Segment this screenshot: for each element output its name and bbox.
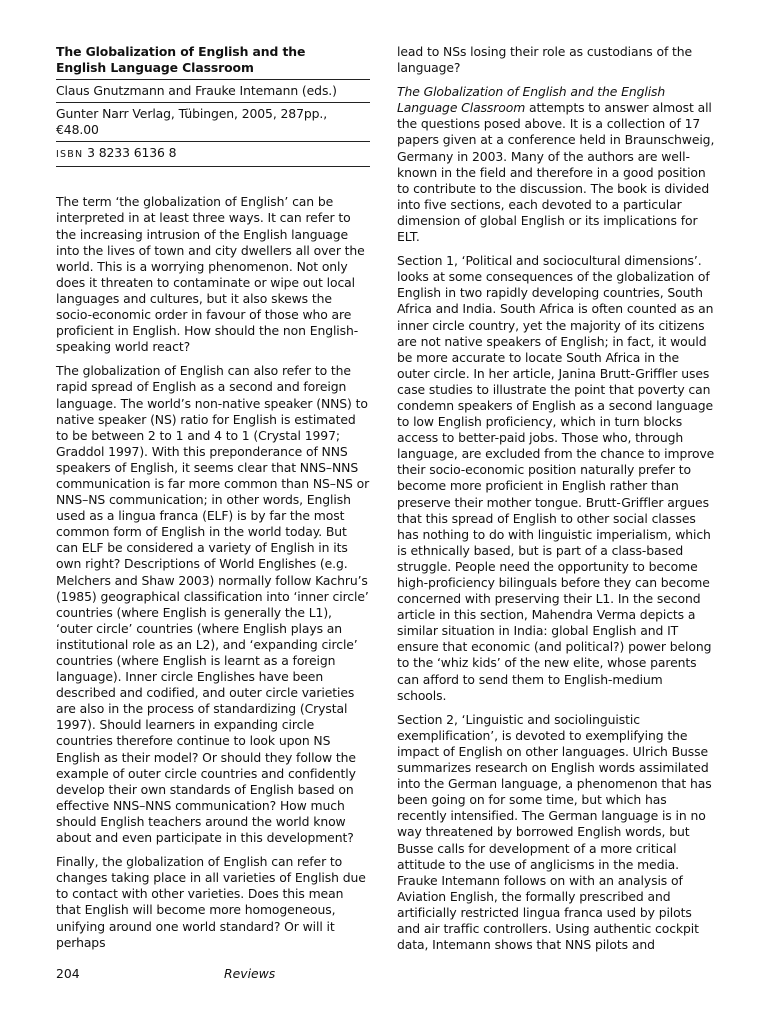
book-authors: Claus Gnutzmann and Frauke Intemann (eds.) [56, 79, 370, 102]
book-title-line-1: The Globalization of English and the [56, 44, 306, 59]
journal-section: Reviews [224, 966, 276, 981]
header-spacer [56, 167, 370, 194]
book-title-italic: The Globalization of English and the English Language Classroom [397, 84, 666, 116]
left-paragraph-3: Finally, the globalization of English can refer to changes taking place in all varieties of English due to contact with other varieties. Does this mean that English will become more homogeneous, unifying around one world standard? Or will it perhaps [56, 854, 366, 950]
isbn-value: 3 8233 6136 8 [87, 145, 177, 161]
left-column [56, 44, 370, 959]
isbn-label: ISBN [56, 149, 84, 161]
book-publisher: Gunter Narr Verlag, Tübingen, 2005, 287pp., €48.00 [56, 102, 370, 141]
right-paragraph-3: Section 2, ‘Linguistic and sociolinguistic exemplification’, is devoted to exemplifying the impact of English on other languages. Ulrich Busse summarizes research on English words assimilated into the German language, a phenomenon that has been going on for some time, but which has recently intensified. The German language is in no way threatened by borrowed English words, but Busse calls for development of a more critical attitude to the use of anglicisms in the media. Frauke Intemann follows on with an analysis of Aviation English, the formally prescribed and artificially restricted lingua franca used by pilots and air traffic controllers. Using authentic cockpit data, Intemann shows that NNS pilots and [397, 711, 712, 953]
left-paragraph-1: The term ‘the globalization of English’ can be interpreted in at least three ways. It can refer to the increasing intrusion of the English language into the lives of town and city dwellers all over the world. This is a worrying phenomenon. Not only does it threaten to contaminate or wipe out local languages and cultures, but it also skews the socio-economic order in favour of those who are proficient in English. How should the non English-speaking world react? [56, 194, 365, 355]
right-paragraph-0: lead to NSs losing their role as custodians of the language? [397, 44, 693, 76]
book-isbn [56, 141, 370, 167]
right-column [397, 44, 715, 961]
left-paragraph-2: The globalization of English can also refer to the rapid spread of English as a second and foreign language. The world’s non-native speaker (NNS) to native speaker (NS) ratio for English is estimated to be between 2 to 1 and 4 to 1 (Crystal 1997; Graddol 1997). With this preponderance of NNS speakers of English, it seems clear that NNS–NNS communication is far more common than NS–NS or NNS–NS communication; in other words, English used as a lingua franca (ELF) is by far the most common form of English in the world today. But can ELF be considered a variety of English in its own right? Descriptions of World Englishes (e.g. Melchers and Shaw 2003) normally follow Kachru’s (1985) geographical classification into ‘inner circle’ countries (where English is generally the L1), ‘outer circle’ countries (where English plays an institutional role as an L2), and ‘expanding circle’ countries (where English is learnt as a foreign language). Inner circle Englishes have been described and codified, and outer circle varieties are also in the process of standardizing (Crystal 1997). Should learners in expanding circle countries therefore continue to look upon NS English as their model? Or should they follow the example of outer circle countries and confidently develop their own standards of English based on effective NNS–NNS communication? How much should English teachers around the world know about and even participate in this development? [56, 363, 370, 846]
right-paragraph-1 [397, 84, 715, 245]
right-paragraph-1-text: attempts to answer almost all the questions posed above. It is a collection of 17 papers given at a conference held in Braunschweig, Germany in 2003. Many of the authors are well-known in the field and therefore in a good position to contribute to the discussion. The book is divided into five sections, each devoted to a particular dimension of global English or its implications for ELT. [397, 100, 715, 245]
book-title-line-2: English Language Classroom [56, 60, 254, 75]
right-paragraph-2: Section 1, ‘Political and sociocultural dimensions’. looks at some consequences of the globalization of English in two rapidly developing countries, South Africa and India. South Africa is often counted as an inner circle country, yet the majority of its citizens are not native speakers of English; in fact, it would be more accurate to locate South Africa in the outer circle. In her article, Janina Brutt-Griffler uses case studies to illustrate the point that poverty can condemn speakers of English as a second language to low English proficiency, which in turn blocks access to better-paid jobs. Those who, through language, are excluded from the chance to improve their socio-economic position naturally prefer to become more proficient in English rather than preserve their mother tongue. Brutt-Griffler argues that this spread of English to other social classes has nothing to do with linguistic imperialism, which is ethnically based, but is part of a class-based struggle. People need the opportunity to become high-proficiency bilinguals before they can become concerned with preserving their L1. In the second article in this section, Mahendra Verma depicts a similar situation in India: global English and IT ensure that economic (and political?) power belong to the ‘whiz kids’ of the new elite, whose parents can afford to send them to English-medium schools. [397, 253, 715, 703]
page-number: 204 [56, 966, 80, 981]
book-title [56, 44, 370, 76]
